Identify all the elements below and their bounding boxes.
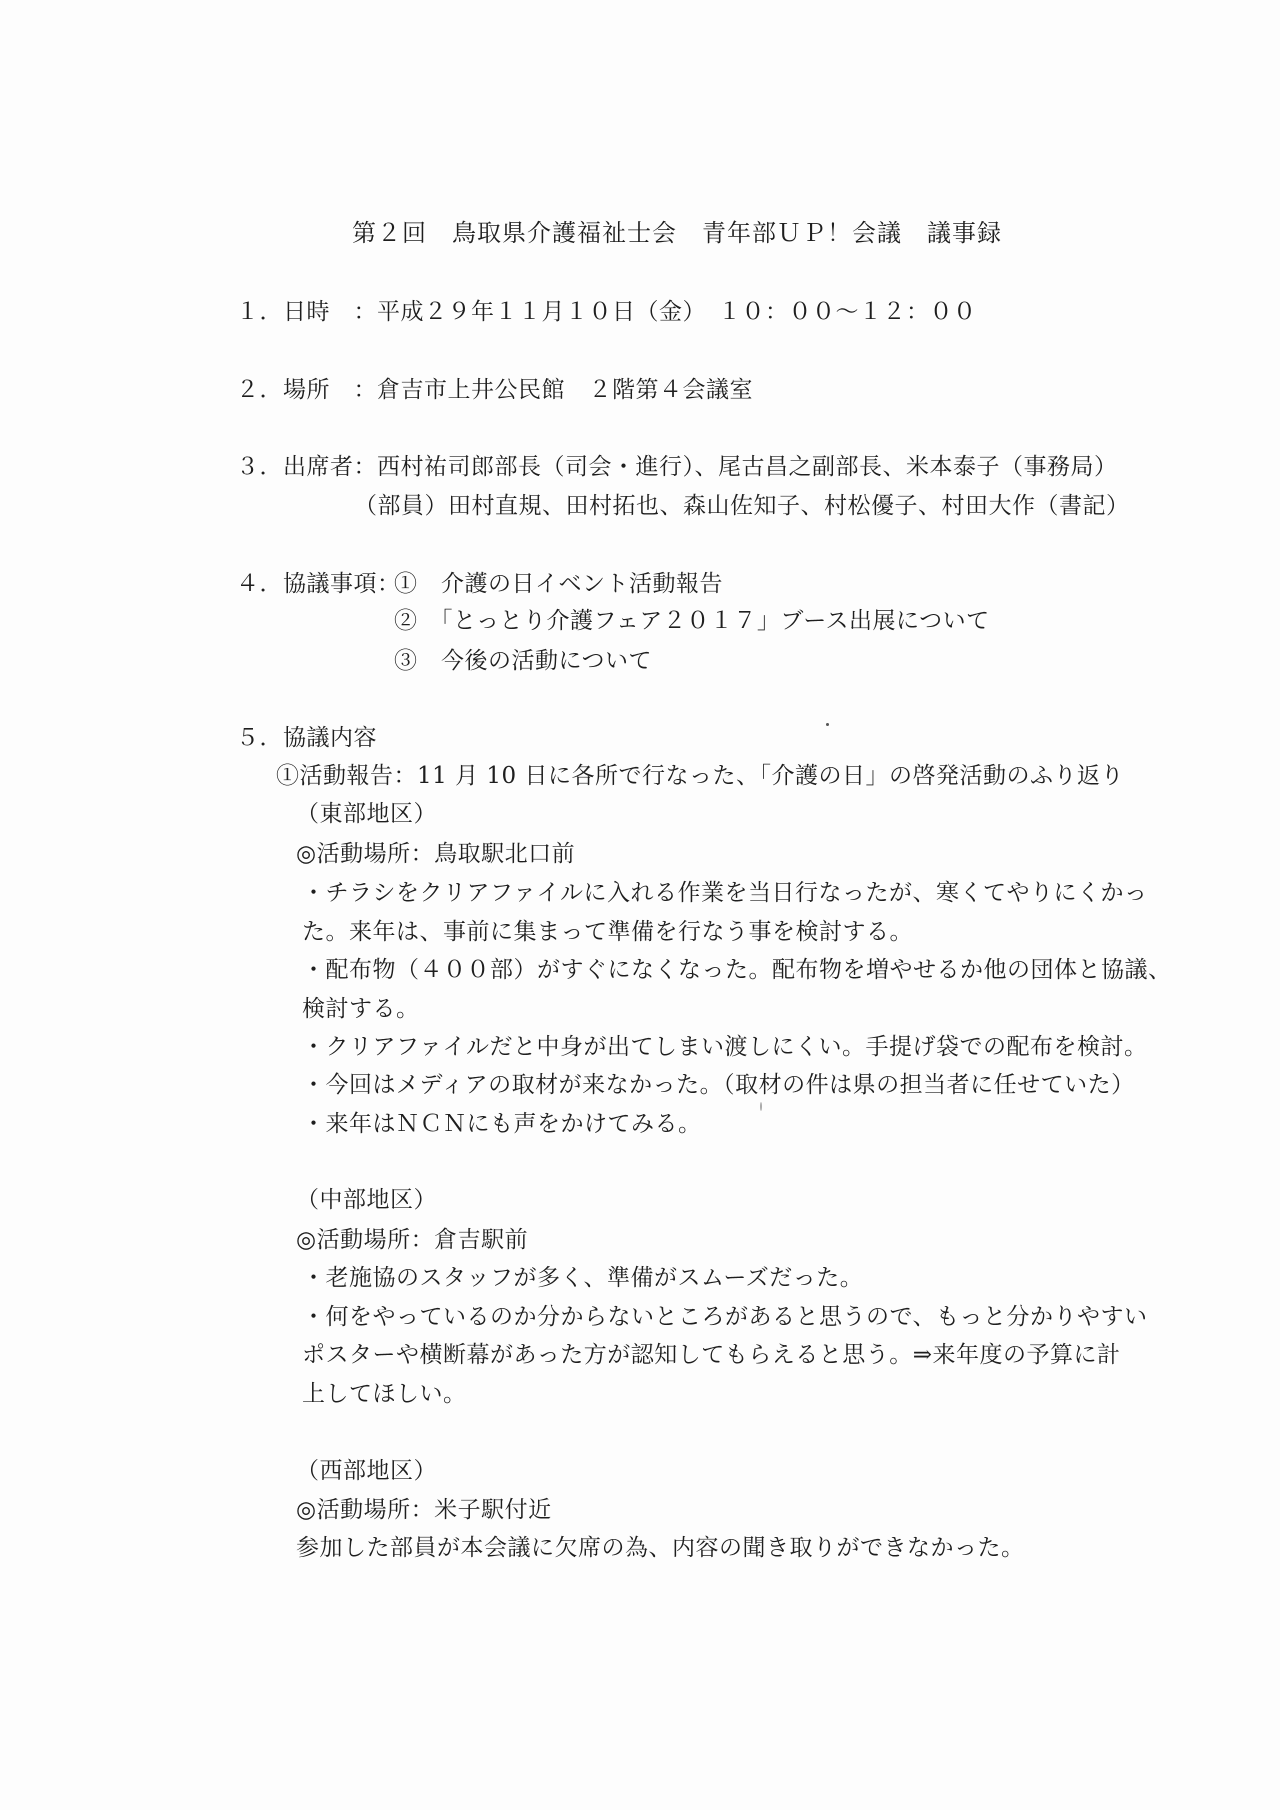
attendees-line-1: ３．出席者：西村祐司郎部長（司会・進行）、尾古昌之副部長、米本泰子（事務局）	[236, 454, 1118, 480]
east-note-line: た。来年は、事前に集まって準備を行なう事を検討する。	[302, 919, 913, 945]
agenda-label: ４．協議事項：	[236, 571, 401, 597]
east-note-line: ・今回はメディアの取材が来なかった。（取材の件は県の担当者に任せていた）	[302, 1072, 1135, 1098]
agenda-item-3: ③ 今後の活動について	[394, 648, 653, 674]
west-location: ◎活動場所：米子駅付近	[296, 1497, 552, 1523]
east-note-line: ・クリアファイルだと中身が出てしまい渡しにくい。手提げ袋での配布を検討。	[302, 1034, 1148, 1060]
east-note-line: 検討する。	[302, 996, 420, 1022]
attendees-line-2: （部員）田村直規、田村拓也、森山佐知子、村松優子、村田大作（書記）	[354, 493, 1130, 519]
scan-speck	[760, 1102, 762, 1111]
document-title: 第２回 鳥取県介護福祉士会 青年部ＵＰ！会議 議事録	[352, 219, 1002, 247]
scan-speck	[826, 723, 829, 726]
agenda-item-1: ① 介護の日イベント活動報告	[394, 571, 723, 597]
content-heading: ５．協議内容	[236, 725, 377, 751]
agenda-item-2: ② 「とっとり介護フェア２０１７」ブース出展について	[394, 608, 990, 634]
meeting-datetime: １．日時 ：平成２９年１１月１０日（金） １０：００～１２：００	[236, 299, 977, 325]
east-area-label: （東部地区）	[296, 801, 437, 827]
east-note-line: ・チラシをクリアファイルに入れる作業を当日行なったが、寒くてやりにくかっ	[302, 880, 1148, 906]
central-location: ◎活動場所：倉吉駅前	[296, 1227, 529, 1253]
east-note-line: ・来年はＮＣＮにも声をかけてみる。	[302, 1111, 702, 1137]
central-area-label: （中部地区）	[296, 1187, 437, 1213]
central-note-line: ポスターや横断幕があった方が認知してもらえると思う。⇒来年度の予算に計	[302, 1342, 1121, 1368]
central-note-line: ・何をやっているのか分からないところがあると思うので、もっと分かりやすい	[302, 1304, 1148, 1330]
east-note-line: ・配布物（４００部）がすぐになくなった。配布物を増やせるか他の団体と協議、	[302, 957, 1172, 983]
central-note-line: 上してほしい。	[302, 1381, 467, 1407]
central-note-line: ・老施協のスタッフが多く、準備がスムーズだった。	[302, 1265, 864, 1291]
meeting-place: ２．場所 ：倉吉市上井公民館 ２階第４会議室	[236, 377, 753, 403]
east-location: ◎活動場所：鳥取駅北口前	[296, 841, 576, 867]
report-heading: ①活動報告：11 月 10 日に各所で行なった、「介護の日」の啓発活動のふり返り	[276, 763, 1124, 789]
west-note-line: 参加した部員が本会議に欠席の為、内容の聞き取りができなかった。	[296, 1535, 1025, 1561]
west-area-label: （西部地区）	[296, 1458, 437, 1484]
